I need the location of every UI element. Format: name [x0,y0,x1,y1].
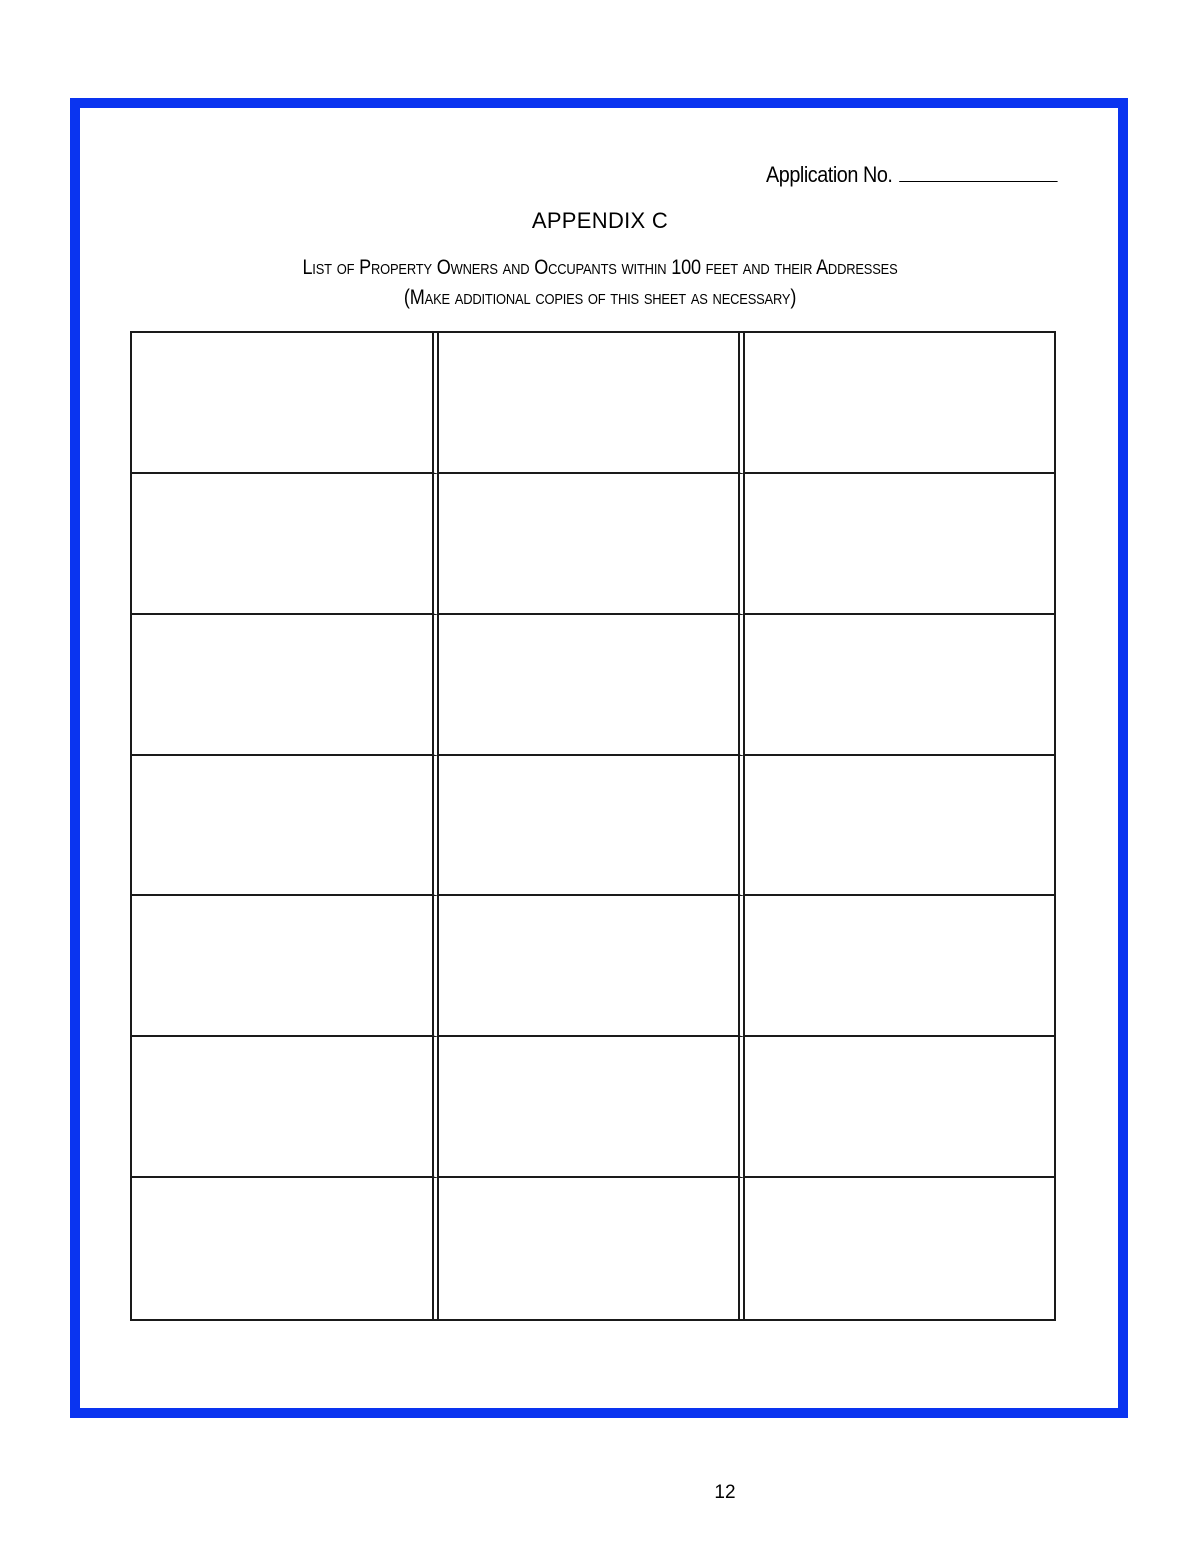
subtitle-line-2 [0,286,1200,310]
table-cell[interactable] [132,1178,439,1319]
table-cell[interactable] [745,1037,1054,1178]
table-cell[interactable] [439,333,745,474]
table-cell[interactable] [745,474,1054,615]
table-cell[interactable] [132,615,439,756]
table-cell[interactable] [132,333,439,474]
table-cell[interactable] [745,756,1054,897]
application-number-label: Application No. [766,162,893,187]
table-cell[interactable] [132,896,439,1037]
subtitle-line-1 [0,256,1200,280]
application-number-blank[interactable] [900,163,1058,182]
table-cell[interactable] [132,756,439,897]
owners-table [130,331,1056,1321]
table-cell[interactable] [439,756,745,897]
table-cell[interactable] [745,896,1054,1037]
table-cell[interactable] [439,1037,745,1178]
table-cell[interactable] [745,1178,1054,1319]
subtitle-line-1-text: List of Property Owners and Occupants within 100 feet and their Addresses [302,256,898,279]
table-cell[interactable] [439,615,745,756]
page-title: APPENDIX C [531,208,669,233]
table-cell[interactable] [439,1178,745,1319]
table-cell[interactable] [439,896,745,1037]
table-cell[interactable] [132,474,439,615]
page-number: 12 [714,1482,736,1503]
table-cell[interactable] [439,474,745,615]
table-cell[interactable] [132,1037,439,1178]
application-number-field [766,162,1058,188]
table-cell[interactable] [745,615,1054,756]
subtitle-line-2-text: (Make additional copies of this sheet as necessary) [403,286,797,309]
table-cell[interactable] [745,333,1054,474]
